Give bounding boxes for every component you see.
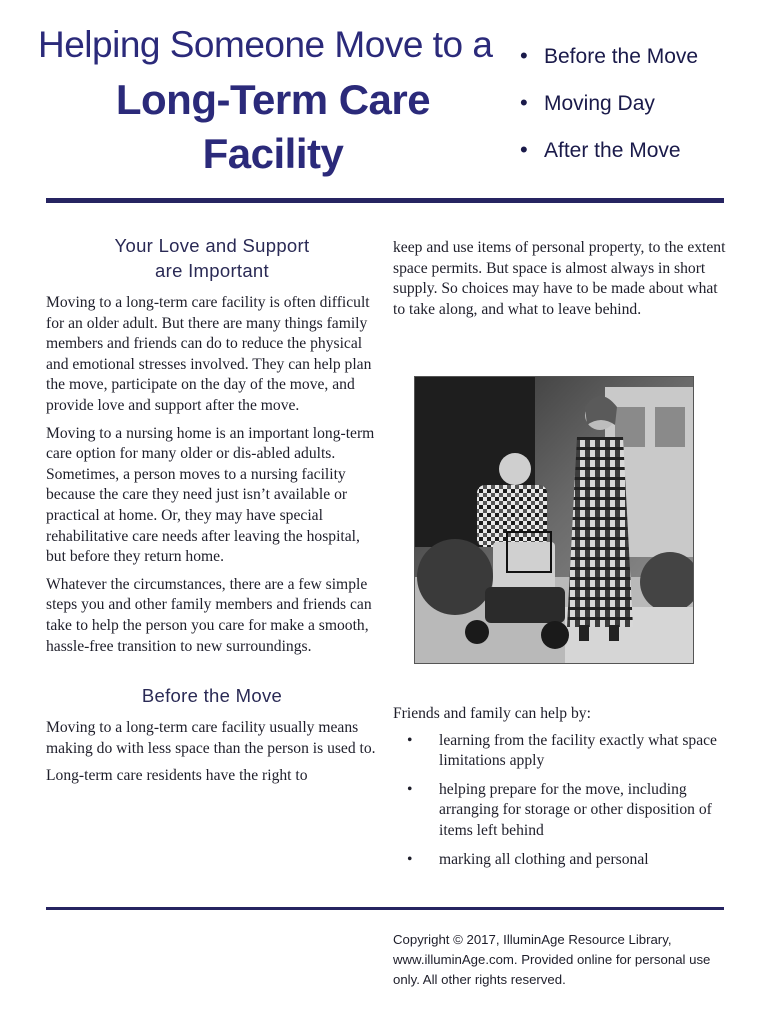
section-heading-love	[46, 233, 378, 283]
contents-item-before	[520, 42, 760, 89]
list-item	[393, 780, 733, 842]
footer-divider	[46, 907, 724, 910]
contents-item-moving-day	[520, 89, 760, 136]
list-item	[393, 731, 733, 772]
right-column-continuation	[393, 238, 733, 320]
helpers-list	[393, 731, 733, 871]
list-item-text: helping prepare for the move, including arranging for storage or other disposition of items left behind	[439, 780, 712, 839]
left-column	[46, 233, 378, 794]
photo-illustration	[415, 377, 693, 663]
list-item-text: marking all clothing and personal	[439, 850, 649, 868]
copyright-line: www.illuminAge.com. Provided online for personal use	[393, 952, 711, 967]
contents-item-after	[520, 136, 760, 183]
paragraph: Moving to a nursing home is an important long-term care option for many older or dis-abled adults. Sometimes, a person moves to a nursing facility because the care they need just isn’t available or practical at home. Or, they may have special rehabilitative care needs after leaving the hospital, but before they return home.	[46, 424, 375, 566]
paragraph: Whatever the circumstances, there are a few simple steps you and other family members and friends can take to help the person you care for make a smooth, hassle-free transition to new surroundings.	[46, 575, 372, 655]
bullet: •	[520, 90, 528, 115]
list-item-text: learning from the facility exactly what space limitations apply	[439, 731, 717, 770]
copyright-line: only. All other rights reserved.	[393, 972, 566, 987]
copyright-line: Copyright © 2017, IlluminAge Resource Library,	[393, 932, 672, 947]
copyright-notice	[393, 930, 733, 990]
header-divider	[46, 198, 724, 203]
title-line-1: Helping Someone Move to a	[38, 24, 493, 65]
list-item	[393, 850, 733, 871]
bullet: •	[520, 43, 528, 68]
paragraph: Moving to a long-term care facility usually means making do with less space than the person is used to.	[46, 719, 376, 757]
paragraph: Long-term care residents have the right to	[46, 767, 308, 785]
title-line-3: Facility	[202, 130, 344, 177]
bullet: •	[407, 850, 413, 868]
heading-line: Your Love and Support	[114, 235, 310, 256]
helpers-section	[393, 704, 733, 878]
contents-item-label: After the Move	[544, 139, 681, 162]
paragraph: keep and use items of personal property, to the extent space permits. But space is almost always in short supply. So choices may have to be made about what to take along, and what to leave behind.	[393, 239, 726, 318]
bullet: •	[520, 137, 528, 162]
contents-item-label: Before the Move	[544, 45, 699, 68]
helpers-intro: Friends and family can help by:	[393, 705, 591, 722]
bullet: •	[407, 780, 413, 798]
section-heading-before: Before the Move	[141, 685, 283, 707]
heading-line: are Important	[155, 260, 269, 281]
contents-item-label: Moving Day	[544, 92, 655, 115]
title-line-2: Long-Term Care	[115, 76, 431, 123]
paragraph: Moving to a long-term care facility is often difficult for an older adult. But there are many things family members and friends can do to reduce the physical and emotional stresses involved. They can help plan the move, participate on the day of the move, and provide love and support after the move.	[46, 294, 372, 414]
contents-list	[520, 42, 760, 183]
bullet: •	[407, 731, 413, 749]
photo-resident-and-caregiver	[414, 376, 694, 664]
